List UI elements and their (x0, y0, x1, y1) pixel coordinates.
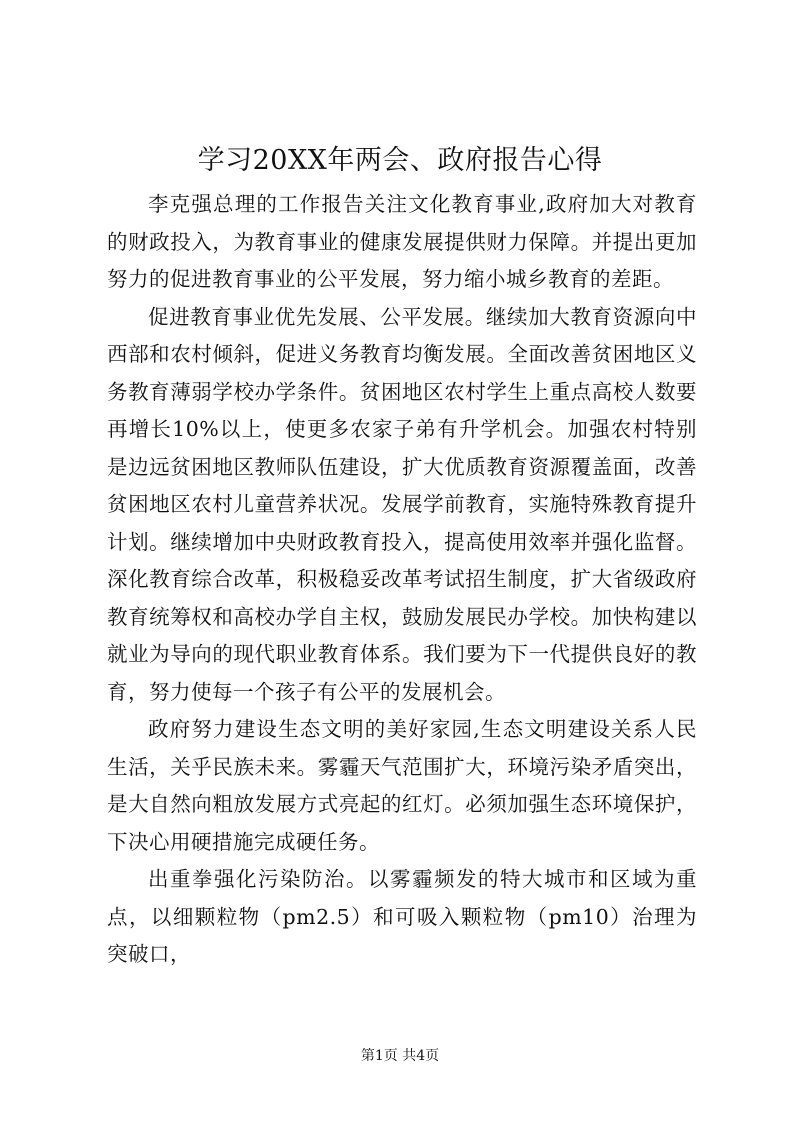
paragraph-2: 促进教育事业优先发展、公平发展。继续加大教育资源向中西部和农村倾斜，促进义务教育均衡发展。全面改善贫困地区义务教育薄弱学校办学条件。贫困地区农村学生上重点高校人数要再增长10%以上，使更多农家子弟有升学机会。加强农村特别是边远贫困地区教师队伍建设，扩大优质教育资源覆盖面，改善贫困地区农村儿童营养状况。发展学前教育，实施特殊教育提升计划。继续增加中央财政教育投入，提高使用效率并强化监督。深化教育综合改革，积极稳妥改革考试招生制度，扩大省级政府教育统筹权和高校办学自主权，鼓励发展民办学校。加快构建以就业为导向的现代职业教育体系。我们要为下一代提供良好的教育，努力使每一个孩子有公平的发展机会。 (107, 304, 697, 704)
paragraph-3: 政府努力建设生态文明的美好家园,生态文明建设关系人民生活，关乎民族未来。雾霾天气范围扩大，环境污染矛盾突出，是大自然向粗放发展方式亮起的红灯。必须加强生态环境保护，下决心用硬措施完成硬任务。 (107, 717, 697, 854)
page-footer: 第1页 共4页 (360, 1048, 440, 1064)
paragraph-1: 李克强总理的工作报告关注文化教育事业,政府加大对教育的财政投入，为教育事业的健康发展提供财力保障。并提出更加努力的促进教育事业的公平发展，努力缩小城乡教育的差距。 (107, 192, 697, 291)
paragraph-4: 出重拳强化污染防治。以雾霾频发的特大城市和区域为重点，以细颗粒物（pm2.5）和可吸入颗粒物（pm10）治理为突破口， (107, 867, 697, 966)
document-title: 学习20XX年两会、政府报告心得 (197, 145, 603, 176)
document-body (107, 186, 697, 974)
